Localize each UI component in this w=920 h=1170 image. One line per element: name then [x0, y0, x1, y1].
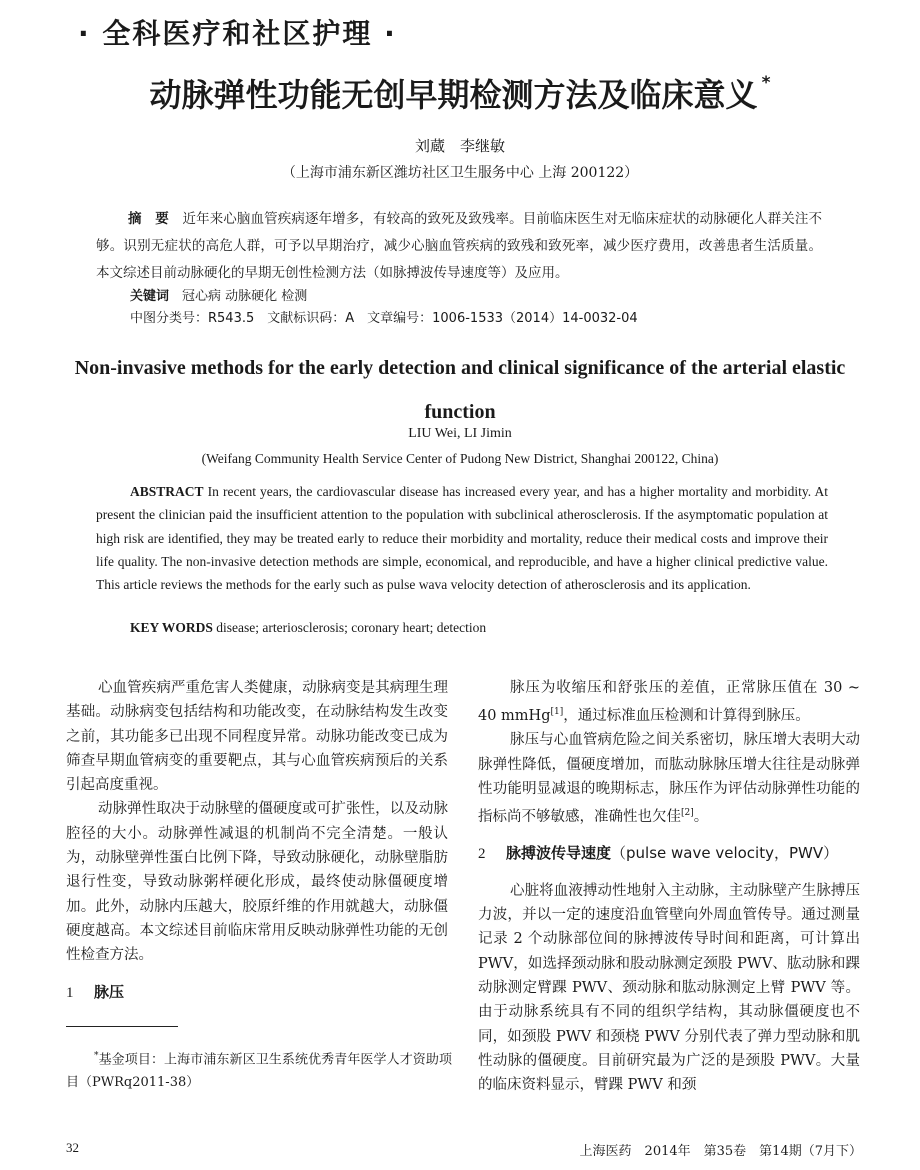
english-abstract-text: In recent years, the cardiovascular disease has increased every year, and has a higher mortality and morbidity. At present the clinician paid the insufficient attention to the population with subclinical atherosclerosis. If the asymptomatic population at high risk are identified, they may be treated early to reduce their morbidity and mortality, reduce their medical costs and improve their life quality. The non-invasive detection methods are simple, economical, and reproducible, and have a higher clinical predictive value. This article reviews the methods for the early such as pulse wava velocity detection of atherosclerosis and its application. [96, 484, 829, 593]
section-number: 2 [478, 846, 486, 863]
body-left-column [66, 676, 448, 1017]
section-title-english: （pulse wave velocity，PWV） [611, 844, 839, 863]
chinese-keywords-label: 关键词 [130, 289, 170, 304]
paragraph-text: 脉压为收缩压和舒张压的差值，正常脉压值在 30 ~ 40 mmHg [478, 680, 860, 725]
section-heading-2 [478, 841, 860, 866]
english-keywords [130, 620, 486, 636]
chinese-abstract-label: 摘 要 [128, 211, 169, 227]
chinese-abstract [96, 206, 822, 287]
section-title: 脉搏波传导速度 [506, 844, 612, 863]
paragraph-text: 脉压与心血管病危险之间关系密切，脉压增大表明大动脉弹性降低，僵硬度增加，而肱动脉脉压增大往往是动脉弹性功能明显减退的晚期标志，脉压作为评估动脉弹性功能的指标尚不够敏感，准确性也欠佳 [478, 732, 860, 826]
chinese-keywords [130, 285, 307, 304]
classification-line: 中图分类号：R543.5 文献标识码：A 文章编号：1006-1533（2014）14-0032-04 [130, 311, 638, 326]
chinese-abstract-text: 近年来心脑血管疾病逐年增多，有较高的致死及致残率。目前临床医生对无临床症状的动脉硬化人群关注不够。识别无症状的高危人群，可予以早期治疗，减少心脑血管疾病的致残和致死率，减少医疗费用，改善患者生活质量。本文综述目前动脉硬化的早期无创性检测方法（如脉搏波传导速度等）及应用。 [96, 211, 823, 281]
citation: [2] [681, 808, 694, 819]
paragraph [478, 676, 860, 728]
english-keywords-label: KEY WORDS [130, 620, 213, 635]
english-abstract-label: ABSTRACT [130, 484, 204, 499]
paragraph: 心脏将血液搏动性地射入主动脉，主动脉壁产生脉搏压力波，并以一定的速度沿血管壁向外周血管传导。通过测量记录 2 个动脉部位间的脉搏波传导时间和距离，可计算出 PWV，如选择颈动脉和股动脉测定颈股 PWV、肱动脉和踝动脉测定臂踝 PWV、颈动脉和肱动脉测定上臂 PWV 等。由于动脉系统具有不同的组织学结构，其动脉僵硬度也不同，如颈股 PWV 和颈桡 PWV 分别代表了弹力型动脉和肌性动脉的僵硬度。目前研究最为广泛的是颈股 PWV。大量的临床资料显示，臂踝 PWV 和颈 [478, 882, 860, 1094]
footnote [66, 1045, 452, 1094]
english-authors: LIU Wei, LI Jimin [408, 426, 512, 441]
chinese-affiliation: （上海市浦东新区潍坊社区卫生服务中心 上海 200122） [281, 165, 639, 181]
body-right-column [478, 676, 860, 1097]
section-title: 脉压 [94, 982, 125, 1001]
english-keywords-text: disease; arteriosclerosis; coronary heart; detection [216, 620, 487, 635]
section-number: 1 [66, 984, 74, 1001]
section-header: · 全科医疗和社区护理 · [78, 17, 397, 50]
footnote-mark: * [94, 1051, 99, 1061]
chinese-title-text: 动脉弹性功能无创早期检测方法及临床意义 [149, 76, 758, 114]
footnote-text: 基金项目：上海市浦东新区卫生系统优秀青年医学人才资助项目（PWRq2011-38） [66, 1052, 452, 1091]
chinese-title [0, 70, 920, 116]
footnote-divider [66, 1026, 178, 1027]
chinese-authors: 刘蔵 李继敏 [414, 137, 505, 155]
paragraph-text: ，通过标准血压检测和计算得到脉压。 [563, 708, 810, 725]
paragraph: 心血管疾病严重危害人类健康，动脉病变是其病理生理基础。动脉病变包括结构和功能改变，在动脉结构发生改变之前，其功能多已出现不同程度异常。动脉功能改变已成为筛查早期血管病变的重要靶点，其与心血管疾病预后的关系引起高度重视。 [66, 680, 448, 794]
english-abstract [96, 480, 828, 596]
citation: [1] [550, 707, 564, 718]
chinese-keywords-text: 冠心病 动脉硬化 检测 [182, 289, 308, 304]
paragraph [478, 728, 860, 829]
english-affiliation: (Weifang Community Health Service Center of Pudong New District, Shanghai 200122, China) [201, 451, 719, 466]
section-heading-1 [66, 980, 448, 1005]
journal-info: 上海医药 2014年 第35卷 第14期（7月下） [579, 1144, 862, 1159]
title-footnote-mark: * [761, 73, 771, 94]
paragraph: 动脉弹性取决于动脉壁的僵硬度或可扩张性，以及动脉腔径的大小。动脉弹性减退的机制尚不完全清楚。一般认为，动脉壁弹性蛋白比例下降，导致动脉硬化，动脉壁脂肪退行性变，导致动脉粥样硬化形成，最终使动脉僵硬度增加。此外，动脉内压越大，胶原纤维的作用就越大，动脉僵硬度越高。本文综述目前临床常用反映动脉弹性功能的无创性检查方法。 [66, 801, 448, 964]
page-number: 32 [66, 1140, 79, 1155]
english-title: Non-invasive methods for the early detection and clinical significance of the arterial elastic function [74, 357, 846, 423]
paragraph-text: 。 [693, 809, 709, 826]
